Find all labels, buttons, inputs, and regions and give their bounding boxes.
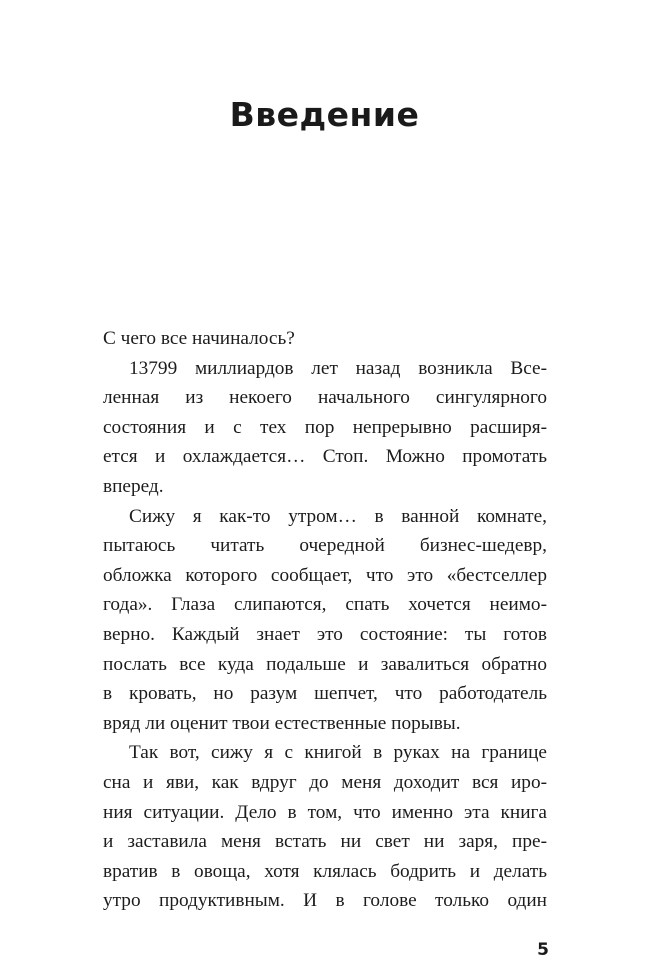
- text-line: года». Глаза слипаются, спать хочется неимо-: [103, 594, 547, 616]
- text-line: Сижу я как-то утром… в ванной комнате,: [129, 505, 547, 527]
- text-line: послать все куда подальше и завалиться обратно: [103, 653, 547, 675]
- text-line: утро продуктивным. И в голове только один: [103, 890, 547, 912]
- text-line: ния ситуации. Дело в том, что именно эта книга: [103, 801, 547, 823]
- text-line: С чего все начиналось?: [103, 328, 295, 349]
- page-number: 5: [537, 940, 549, 960]
- chapter-title: Введение: [229, 95, 420, 134]
- text-line: вратив в овоща, хотя клялась бодрить и делать: [103, 860, 547, 882]
- body-text: [103, 324, 547, 916]
- text-line: вряд ли оценит твои естественные порывы.: [103, 712, 461, 734]
- text-line: Так вот, сижу я с книгой в руках на границе: [129, 742, 547, 764]
- text-line: состояния и с тех пор непрерывно расширя-: [103, 416, 547, 438]
- text-line: вперед.: [103, 475, 164, 497]
- text-line: ется и охлаждается… Стоп. Можно промотать: [103, 446, 547, 468]
- text-line: ленная из некоего начального сингулярного: [103, 387, 547, 409]
- text-line: в кровать, но разум шепчет, что работодатель: [103, 683, 547, 705]
- text-line: сна и яви, как вдруг до меня доходит вся иро-: [103, 771, 547, 793]
- text-line: пытаюсь читать очередной бизнес-шедевр,: [103, 535, 547, 557]
- text-line: и заставила меня встать ни свет ни заря, пре-: [103, 831, 547, 853]
- text-line: верно. Каждый знает это состояние: ты готов: [103, 623, 547, 645]
- text-line: 13799 миллиардов лет назад возникла Все-: [129, 357, 547, 379]
- text-line: обложка которого сообщает, что это «бестселлер: [103, 564, 547, 586]
